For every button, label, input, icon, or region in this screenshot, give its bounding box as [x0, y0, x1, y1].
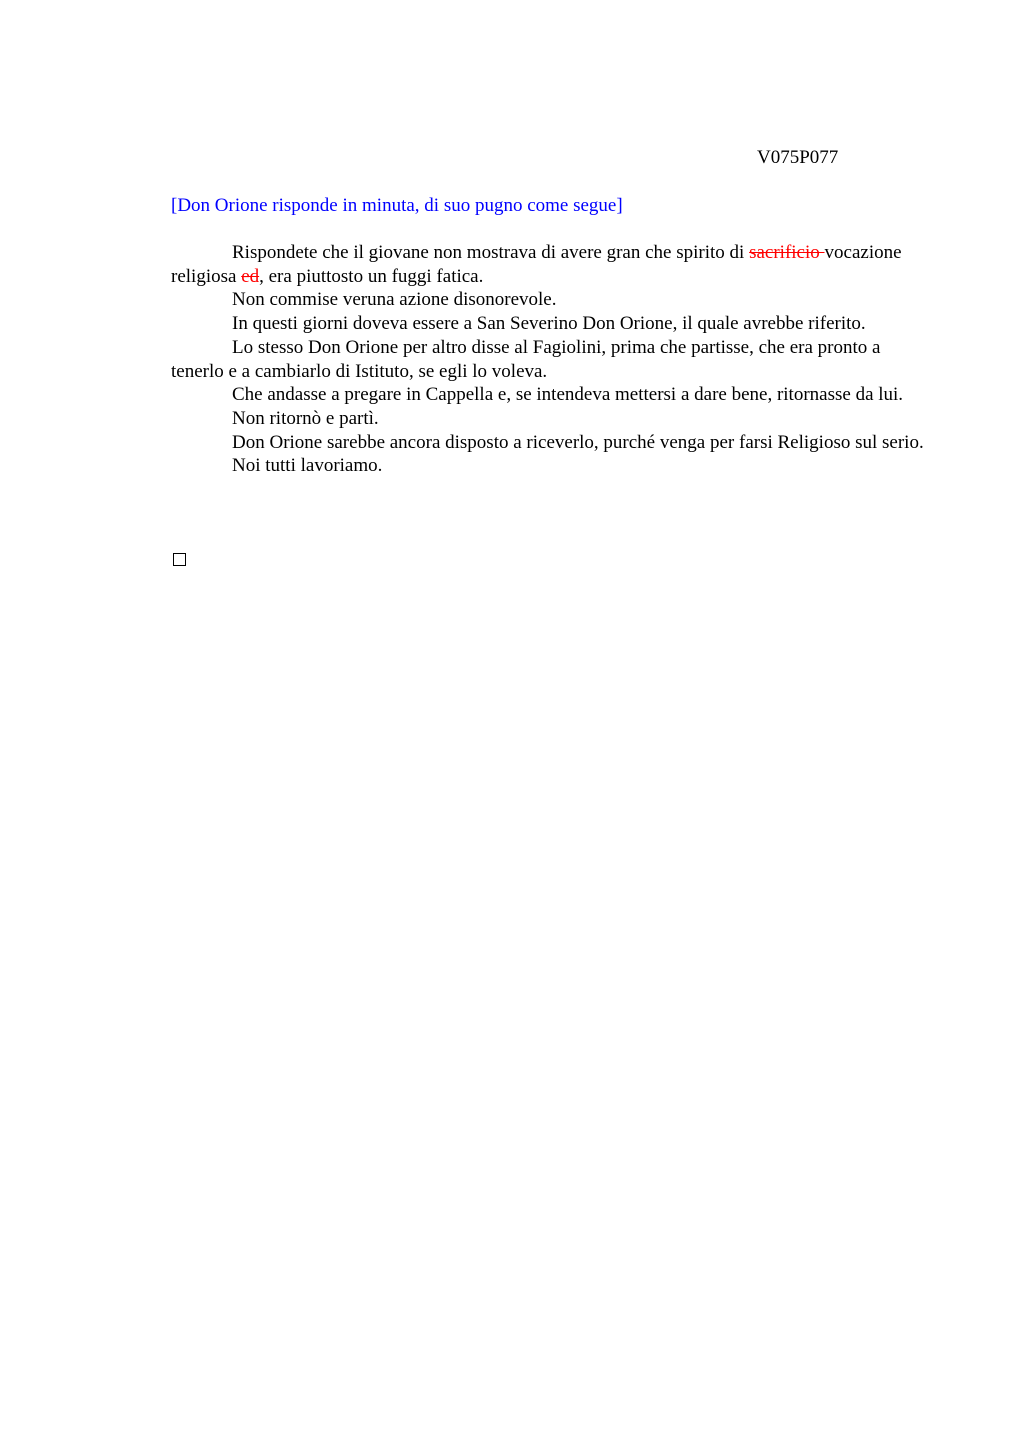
paragraph-1 [171, 241, 931, 288]
paragraph-2: Non commise veruna azione disonorevole. [232, 289, 557, 311]
page-code: V075P077 [757, 147, 839, 168]
editor-note: [Don Orione risponde in minuta, di suo pugno come segue] [171, 195, 623, 216]
paragraph-3: In questi giorni doveva essere a San Severino Don Orione, il quale avrebbe riferito. [232, 313, 866, 335]
letter-body [171, 241, 931, 478]
paragraph-8: Noi tutti lavoriamo. [232, 455, 383, 477]
deleted-word-sacrificio: sacrificio [749, 242, 825, 263]
paragraph-1-text-b: vocazione religiosa [171, 242, 902, 287]
paragraph-1-text-c: , era piuttosto un fuggi fatica. [259, 265, 484, 287]
paragraph-6: Non ritornò e partì. [232, 407, 379, 429]
paragraph-5: Che andasse a pregare in Cappella e, se intendeva mettersi a dare bene, ritornasse da lui. [232, 384, 904, 406]
paragraph-7: Don Orione sarebbe ancora disposto a riceverlo, purché venga per farsi Religioso sul serio. [232, 431, 924, 453]
deleted-word-ed: ed [241, 265, 260, 287]
square-outline-icon [173, 553, 186, 566]
paragraph-4: Lo stesso Don Orione per altro disse al Fagiolini, prima che partisse, che era pronto a tenerlo e a cambiarlo di Istituto, se egli lo voleva. [171, 336, 881, 382]
paragraph-1-text-a: Rispondete che il giovane non mostrava di avere gran che spirito di [232, 242, 750, 263]
